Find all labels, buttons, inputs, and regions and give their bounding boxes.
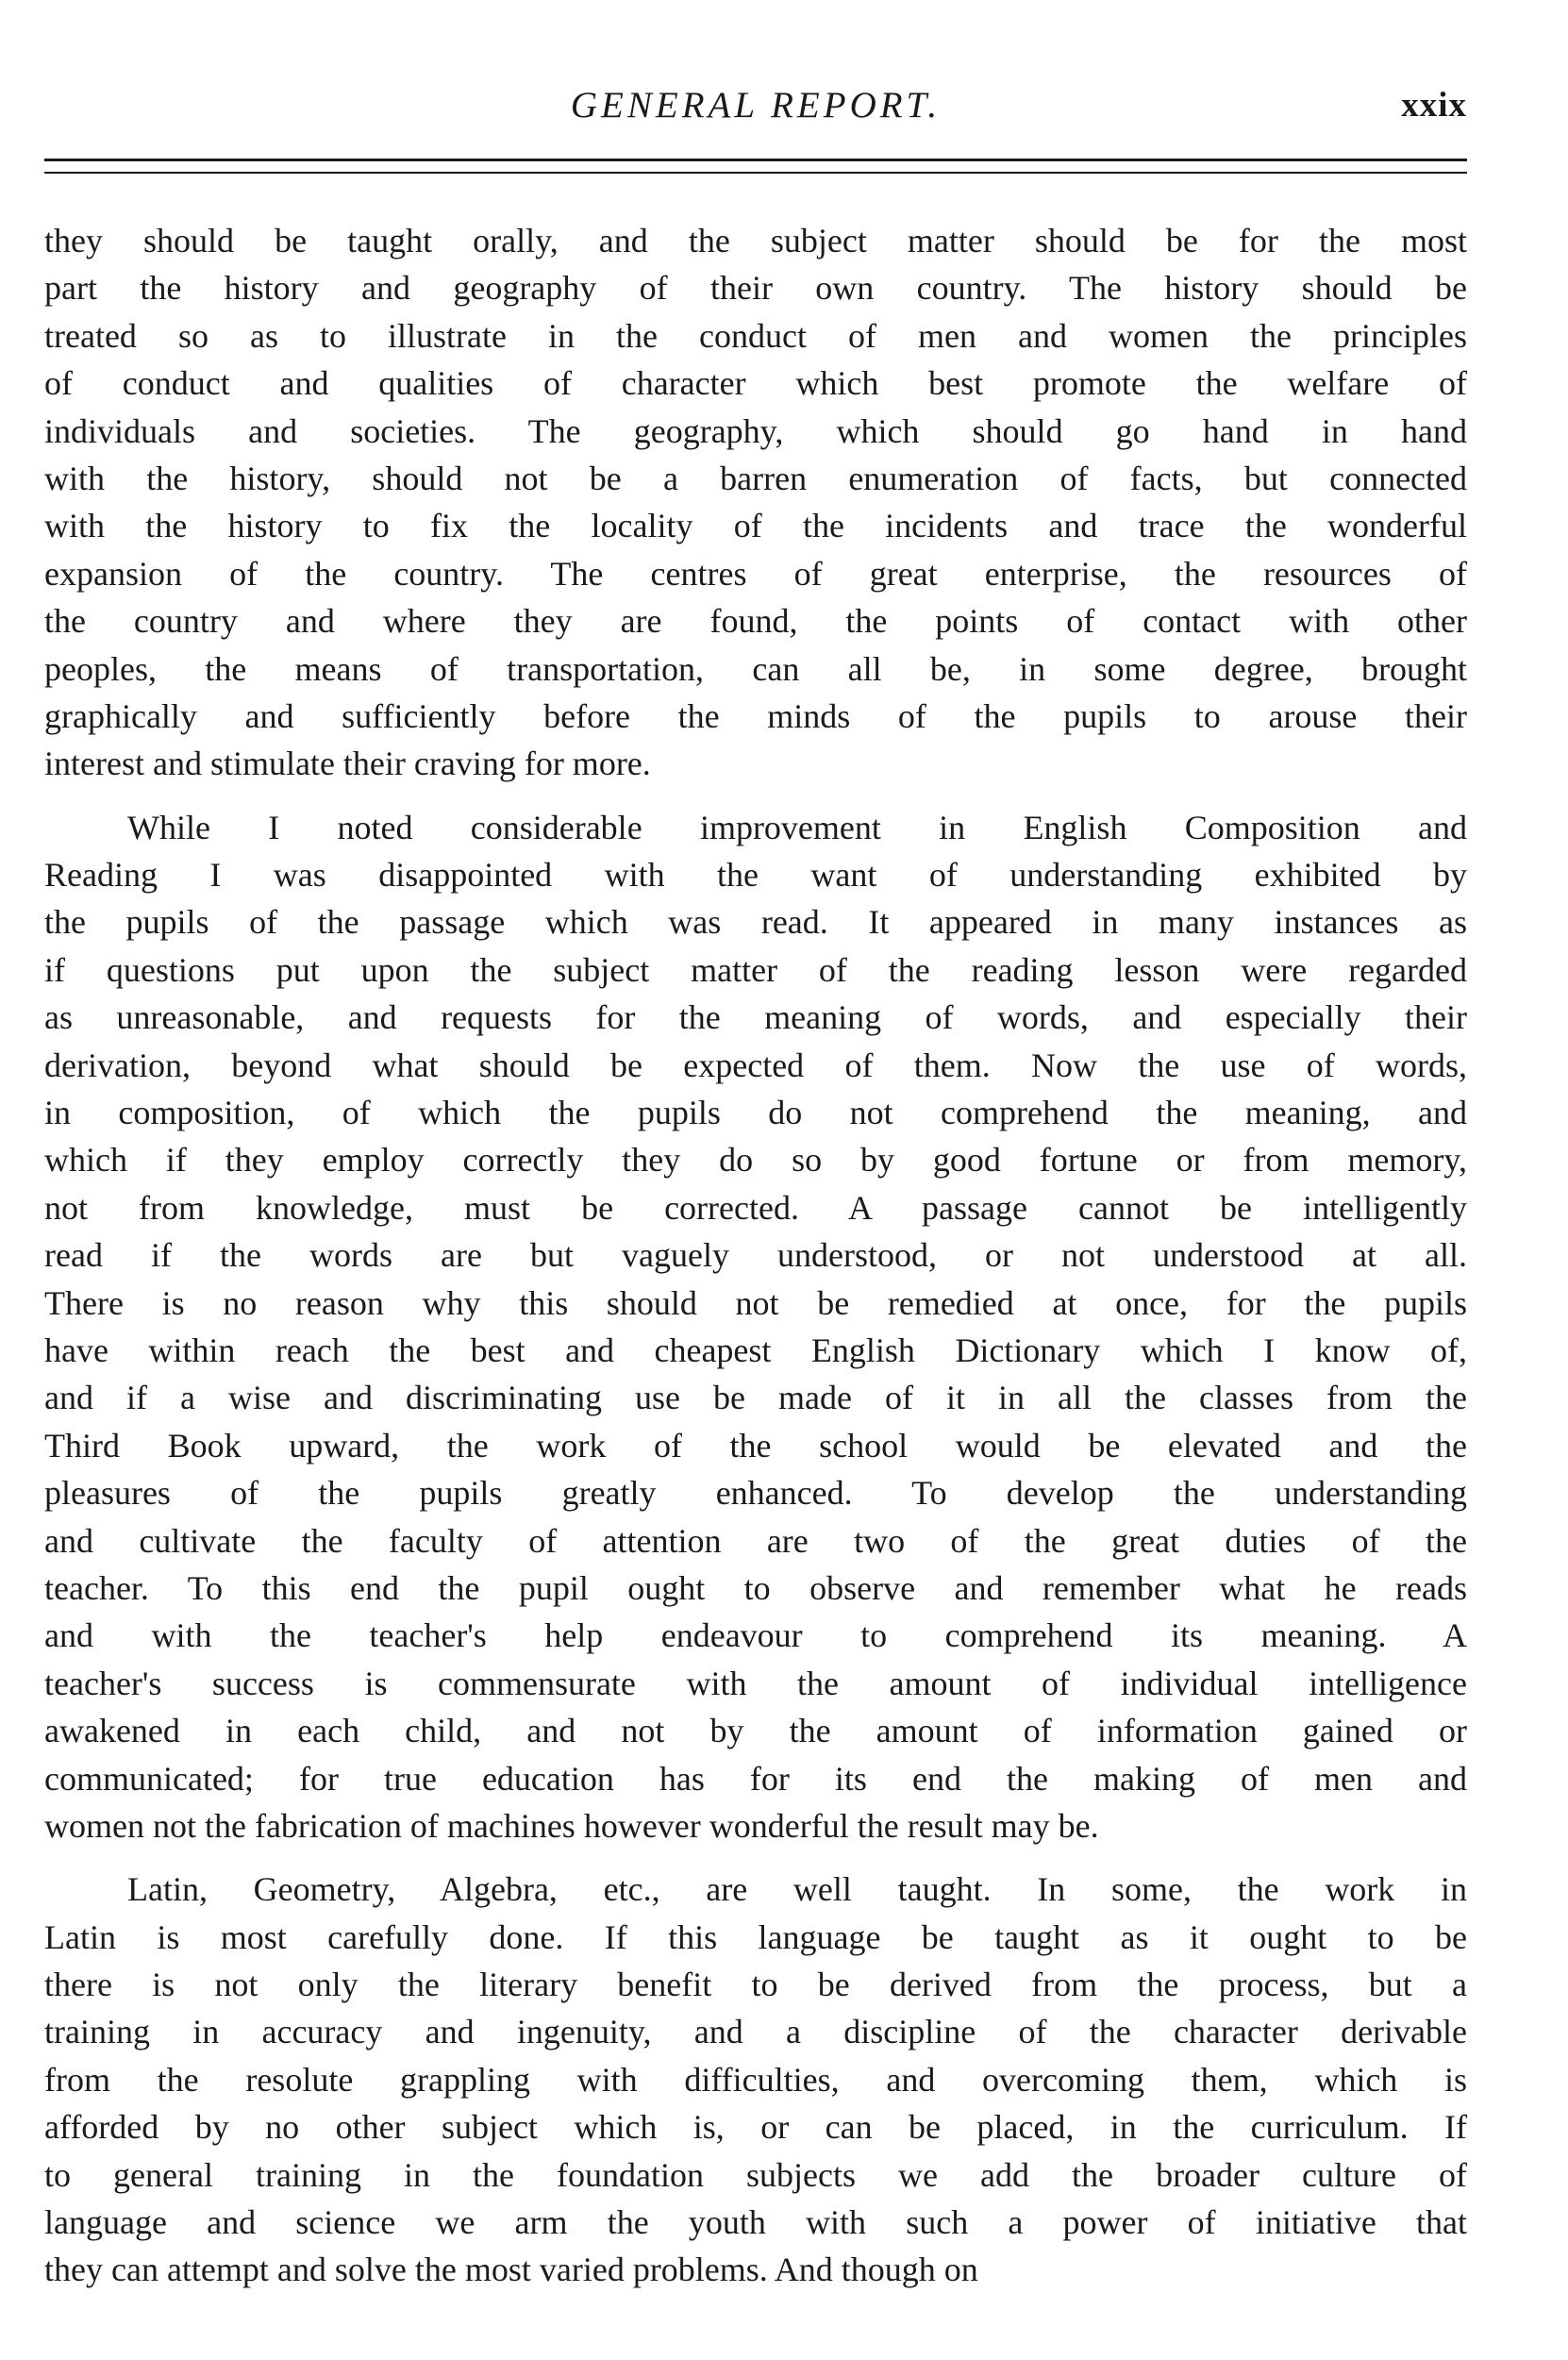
text-line: and with the teacher's help endeavour to comprehend its meaning. A [44, 1616, 1467, 1655]
text-line: they can attempt and solve the most varied problems. And though on [44, 2251, 978, 2289]
text-line: and cultivate the faculty of attention are two of the great duties of the [44, 1521, 1467, 1560]
body-text [44, 217, 1467, 2294]
text-line: in composition, of which the pupils do not comprehend the meaning, and [44, 1094, 1467, 1132]
text-line: there is not only the literary benefit to be derived from the process, but a [44, 1966, 1467, 2004]
text-line: to general training in the foundation subjects we add the broader culture of [44, 2155, 1467, 2194]
running-header [44, 77, 1467, 134]
text-line: which if they employ correctly they do so by good fortune or from memory, [44, 1141, 1467, 1180]
text-line: teacher. To this end the pupil ought to observe and remember what he reads [44, 1568, 1467, 1607]
text-line: individuals and societies. The geography, which should go hand in hand [44, 411, 1467, 450]
text-line: Reading I was disappointed with the want of understanding exhibited by [44, 856, 1467, 895]
text-line: the pupils of the passage which was read. It appeared in many instances as [44, 903, 1467, 942]
paragraph [44, 217, 1467, 788]
text-line: awakened in each child, and not by the amount of information gained or [44, 1712, 1467, 1750]
text-line: Latin, Geometry, Algebra, etc., are well taught. In some, the work in [127, 1870, 1467, 1909]
text-line: pleasures of the pupils greatly enhanced. To develop the understanding [44, 1474, 1467, 1513]
text-line: While I noted considerable improvement in English Composition and [127, 808, 1467, 846]
text-line: from the resolute grappling with difficulties, and overcoming them, which is [44, 2060, 1467, 2099]
text-line: treated so as to illustrate in the conduct of men and women the principles [44, 316, 1467, 355]
text-line: interest and stimulate their craving for more. [44, 745, 651, 783]
text-line: language and science we arm the youth with such a power of initiative that [44, 2203, 1467, 2242]
text-line: training in accuracy and ingenuity, and a discipline of the character derivable [44, 2013, 1467, 2051]
text-line: of conduct and qualities of character which best promote the welfare of [44, 364, 1467, 403]
text-line: part the history and geography of their own country. The history should be [44, 269, 1467, 308]
text-line: peoples, the means of transportation, can all be, in some degree, brought [44, 649, 1467, 688]
text-line: have within reach the best and cheapest English Dictionary which I know of, [44, 1331, 1467, 1369]
text-line: and if a wise and discriminating use be made of it in all the classes from the [44, 1379, 1467, 1417]
text-line: There is no reason why this should not be remedied at once, for the pupils [44, 1283, 1467, 1322]
text-line: communicated; for true education has for its end the making of men and [44, 1759, 1467, 1798]
page-number: xxix [1401, 86, 1467, 125]
paragraph [44, 1866, 1467, 2294]
text-line: not from knowledge, must be corrected. A passage cannot be intelligently [44, 1188, 1467, 1227]
text-line: Third Book upward, the work of the school would be elevated and the [44, 1426, 1467, 1465]
text-line: read if the words are but vaguely understood, or not understood at all. [44, 1236, 1467, 1275]
text-line: if questions put upon the subject matter of the reading lesson were regarded [44, 950, 1467, 989]
header-rule-thick [44, 159, 1467, 161]
text-line: women not the fabrication of machines however wonderful the result may be. [44, 1806, 1099, 1845]
header-rule-thin [44, 172, 1467, 174]
text-line: with the history, should not be a barren enumeration of facts, but connected [44, 459, 1467, 497]
paragraph [44, 804, 1467, 1850]
running-title: GENERAL REPORT. [570, 85, 942, 126]
text-line: derivation, beyond what should be expected of them. Now the use of words, [44, 1046, 1467, 1084]
text-line: with the history to fix the locality of the incidents and trace the wonderful [44, 507, 1467, 545]
text-line: the country and where they are found, the points of contact with other [44, 602, 1467, 641]
text-line: they should be taught orally, and the subject matter should be for the most [44, 222, 1467, 259]
text-line: as unreasonable, and requests for the meaning of words, and especially their [44, 998, 1467, 1037]
text-line: Latin is most carefully done. If this language be taught as it ought to be [44, 1917, 1467, 1956]
text-line: graphically and sufficiently before the minds of the pupils to arouse their [44, 696, 1467, 735]
text-line: expansion of the country. The centres of great enterprise, the resources of [44, 554, 1467, 593]
text-line: afforded by no other subject which is, or can be placed, in the curriculum. If [44, 2108, 1467, 2147]
text-line: teacher's success is commensurate with the amount of individual intelligence [44, 1664, 1467, 1702]
